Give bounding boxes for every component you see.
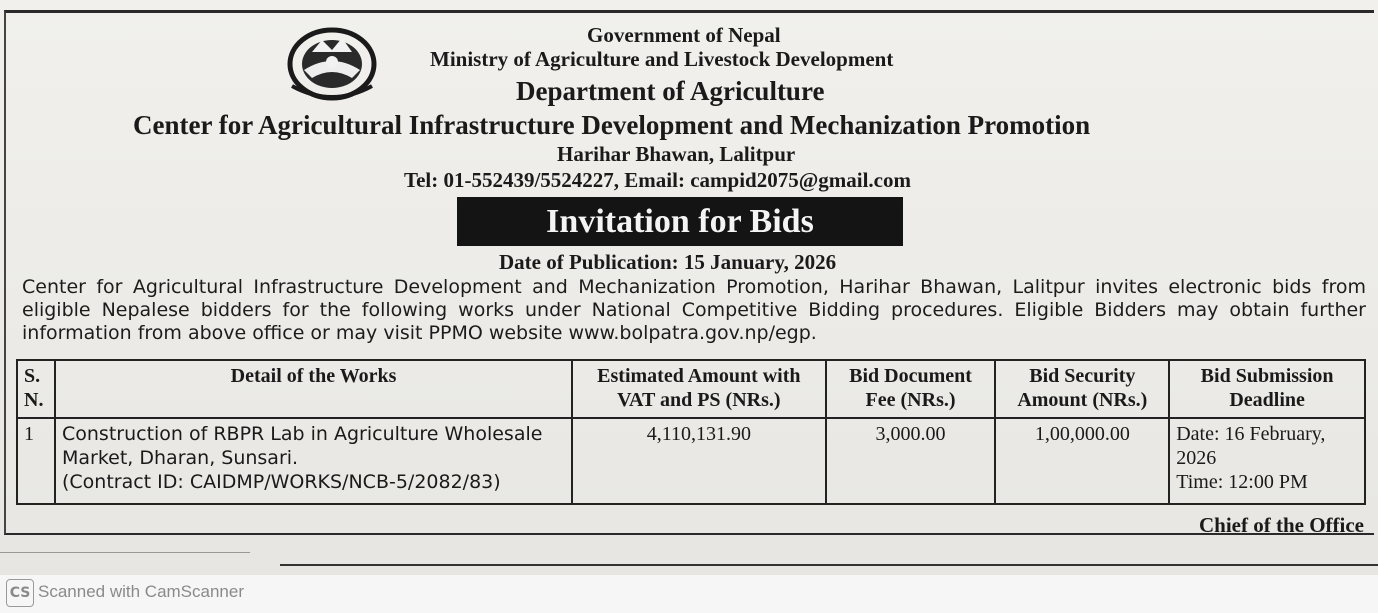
cell-doc-fee: 3,000.00 [826,418,996,504]
office-contact: Tel: 01-552439/5524227, Email: campid2075@gmail.com [404,168,911,192]
works-table [16,359,1366,505]
nepal-emblem-icon [282,22,382,102]
cell-estimate: 4,110,131.90 [572,418,826,504]
cell-detail [55,418,572,504]
camscanner-logo-icon: CS [6,579,34,607]
col-header-estimate: Estimated Amount with VAT and PS (NRs.) [572,360,826,418]
ministry-heading: Ministry of Agriculture and Livestock Development [430,47,894,71]
government-heading: Government of Nepal [587,23,781,47]
department-heading: Department of Agriculture [516,76,825,106]
publication-date: Date of Publication: 15 January, 2026 [499,250,837,274]
col-header-sn [17,360,55,418]
cell-detail-contract-id: (Contract ID: CAIDMP/WORKS/NCB-5/2082/83) [61,471,501,493]
divider [280,564,1378,566]
signoff: Chief of the Office [1198,513,1364,537]
col-header-doc-fee: Bid Document Fee (NRs.) [826,360,996,418]
cell-deadline-date: Date: 16 February, 2026 [1176,423,1326,469]
divider-left [0,552,250,553]
cell-detail-description: Construction of RBPR Lab in Agriculture Wholesale Market, Dharan, Sunsari. [61,423,543,469]
col-header-detail: Detail of the Works [55,360,572,418]
table-header-row [17,360,1365,418]
cell-sn: 1 [17,418,55,504]
scanner-watermark-text: Scanned with CamScanner [38,582,245,601]
col-header-sn-line2: N. [24,389,44,411]
col-header-security: Bid Security Amount (NRs.) [995,360,1169,418]
center-heading: Center for Agricultural Infrastructure Development and Mechanization Promotion [133,110,1091,140]
intro-paragraph: Center for Agricultural Infrastructure Development and Mechanization Promotion, Harihar Bhawan, Lalitpur invites electronic bids from eligible Nepalese bidders for the following works under National Competitive Bidding procedures. Eligible Bidders may obtain further information from above office or may visit PPMO website www.bolpatra.gov.np/egp. [22,276,1366,344]
table-row [17,418,1365,504]
office-address: Harihar Bhawan, Lalitpur [557,142,796,166]
col-header-sn-line1: S. [24,365,41,387]
cell-deadline [1169,418,1365,504]
cell-deadline-time: Time: 12:00 PM [1176,471,1308,493]
col-header-deadline: Bid Submission Deadline [1169,360,1365,418]
cell-security: 1,00,000.00 [995,418,1169,504]
invitation-banner: Invitation for Bids [457,197,903,246]
